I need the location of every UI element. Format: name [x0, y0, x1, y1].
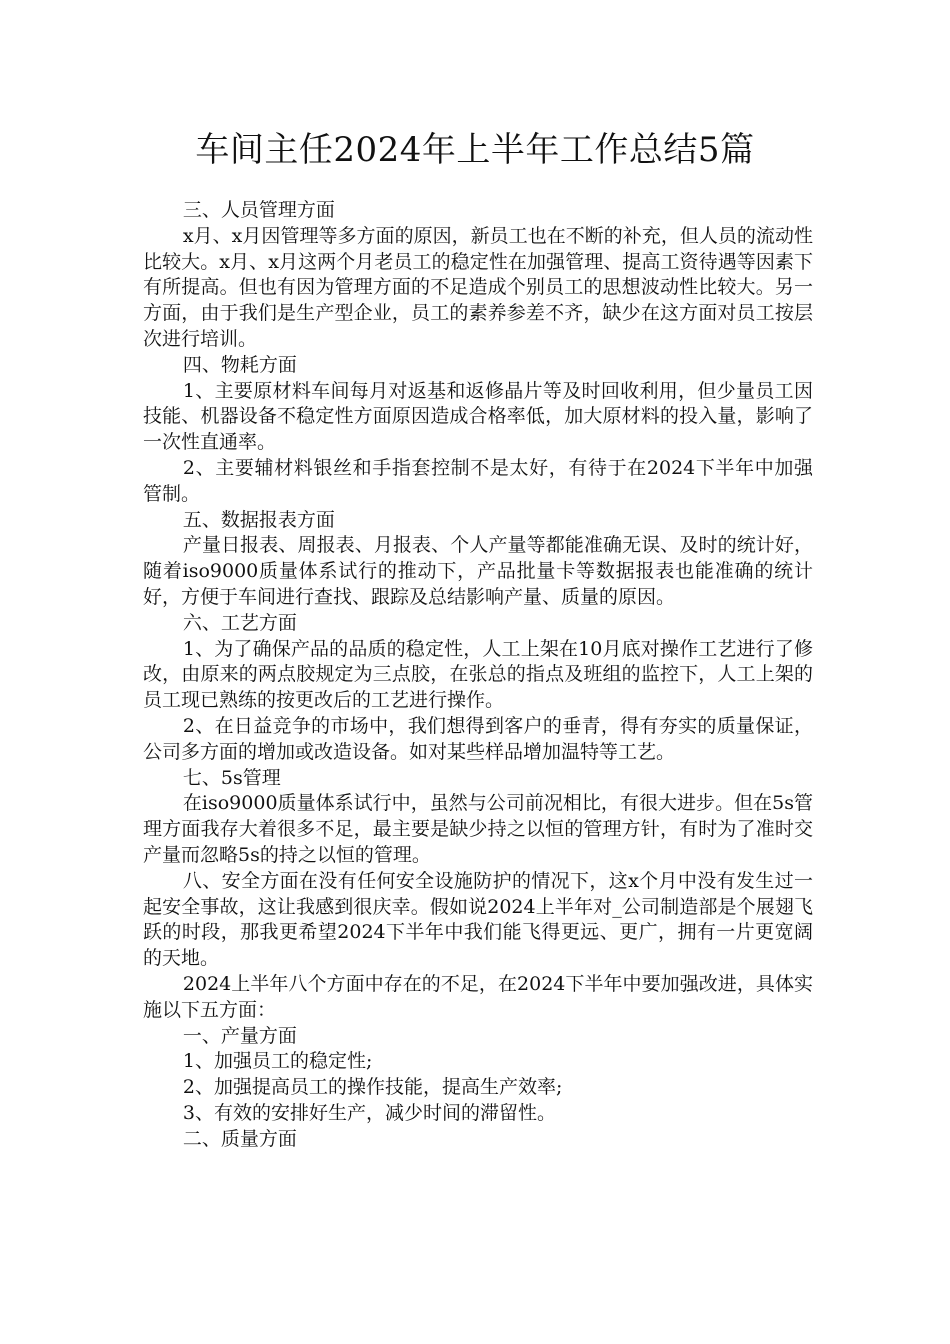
paragraph-5s: 在iso9000质量体系试行中，虽然与公司前况相比，有很大进步。但在5s管理方面我存大着很多不足，最主要是缺少持之以恒的管理方针，有时为了准时交产量而忽略5s的持之以恒的管理。	[143, 792, 813, 866]
paragraph-materials-1: 1、主要原材料车间每月对返基和返修晶片等及时回收利用，但少量员工因技能、机器设备不稳定性方面原因造成合格率低，加大原材料的投入量，影响了一次性直通率。	[143, 379, 813, 454]
section-heading-process: 六、工艺方面	[182, 611, 297, 634]
section-heading-quality: 二、质量方面	[182, 1127, 297, 1150]
section-heading-personnel: 三、人员管理方面	[182, 199, 335, 221]
document-title: 车间主任2024年上半年工作总结5篇	[195, 130, 755, 170]
paragraph-improvement-intro: 2024上半年八个方面中存在的不足，在2024下半年中要加强改进，具体实施以下五方面：	[143, 972, 813, 1021]
document-body	[143, 198, 813, 1152]
list-item-output-3: 3、有效的安排好生产，减少时间的滞留性。	[182, 1101, 556, 1124]
list-item-output-2: 2、加强提高员工的操作技能，提高生产效率;	[182, 1076, 563, 1099]
paragraph-safety: 八、安全方面在没有任何安全设施防护的情况下，这x个月中没有发生过一起安全事故，这让我感到很庆幸。假如说2024上半年对_公司制造部是个展翅飞跃的时段，那我更希望2024下半年中我们能飞得更远、更广，拥有一片更宽阔的天地。	[143, 869, 813, 970]
paragraph-process-2: 2、在日益竞争的市场中，我们想得到客户的垂青，得有夯实的质量保证，公司多方面的增加或改造设备。如对某些样品增加温特等工艺。	[143, 714, 813, 763]
paragraph-materials-2: 2、主要辅材料银丝和手指套控制不是太好，有待于在2024下半年中加强管制。	[143, 456, 813, 505]
section-heading-5s: 七、5s管理	[182, 766, 281, 789]
section-heading-materials: 四、物耗方面	[182, 353, 297, 376]
section-heading-reports: 五、数据报表方面	[182, 508, 335, 531]
section-heading-output: 一、产量方面	[182, 1024, 297, 1047]
list-item-output-1: 1、加强员工的稳定性;	[182, 1050, 373, 1073]
paragraph-process-1: 1、为了确保产品的品质的稳定性，人工上架在10月底对操作工艺进行了修改，由原来的两点胶规定为三点胶，在张总的指点及班组的监控下，人工上架的员工现已熟练的按更改后的工艺进行操作。	[143, 637, 813, 712]
paragraph-personnel: x月、x月因管理等多方面的原因，新员工也在不断的补充，但人员的流动性比较大。x月、x月这两个月老员工的稳定性在加强管理、提高工资待遇等因素下有所提高。但也有因为管理方面的不足造成个别员工的思想波动性比较大。另一方面，由于我们是生产型企业，员工的素养参差不齐，缺少在这方面对员工按层次进行培训。	[143, 224, 813, 350]
paragraph-reports: 产量日报表、周报表、月报表、个人产量等都能准确无误、及时的统计好，随着iso9000质量体系试行的推动下，产品批量卡等数据报表也能准确的统计好，方便于车间进行查找、跟踪及总结影响产量、质量的原因。	[143, 534, 813, 608]
